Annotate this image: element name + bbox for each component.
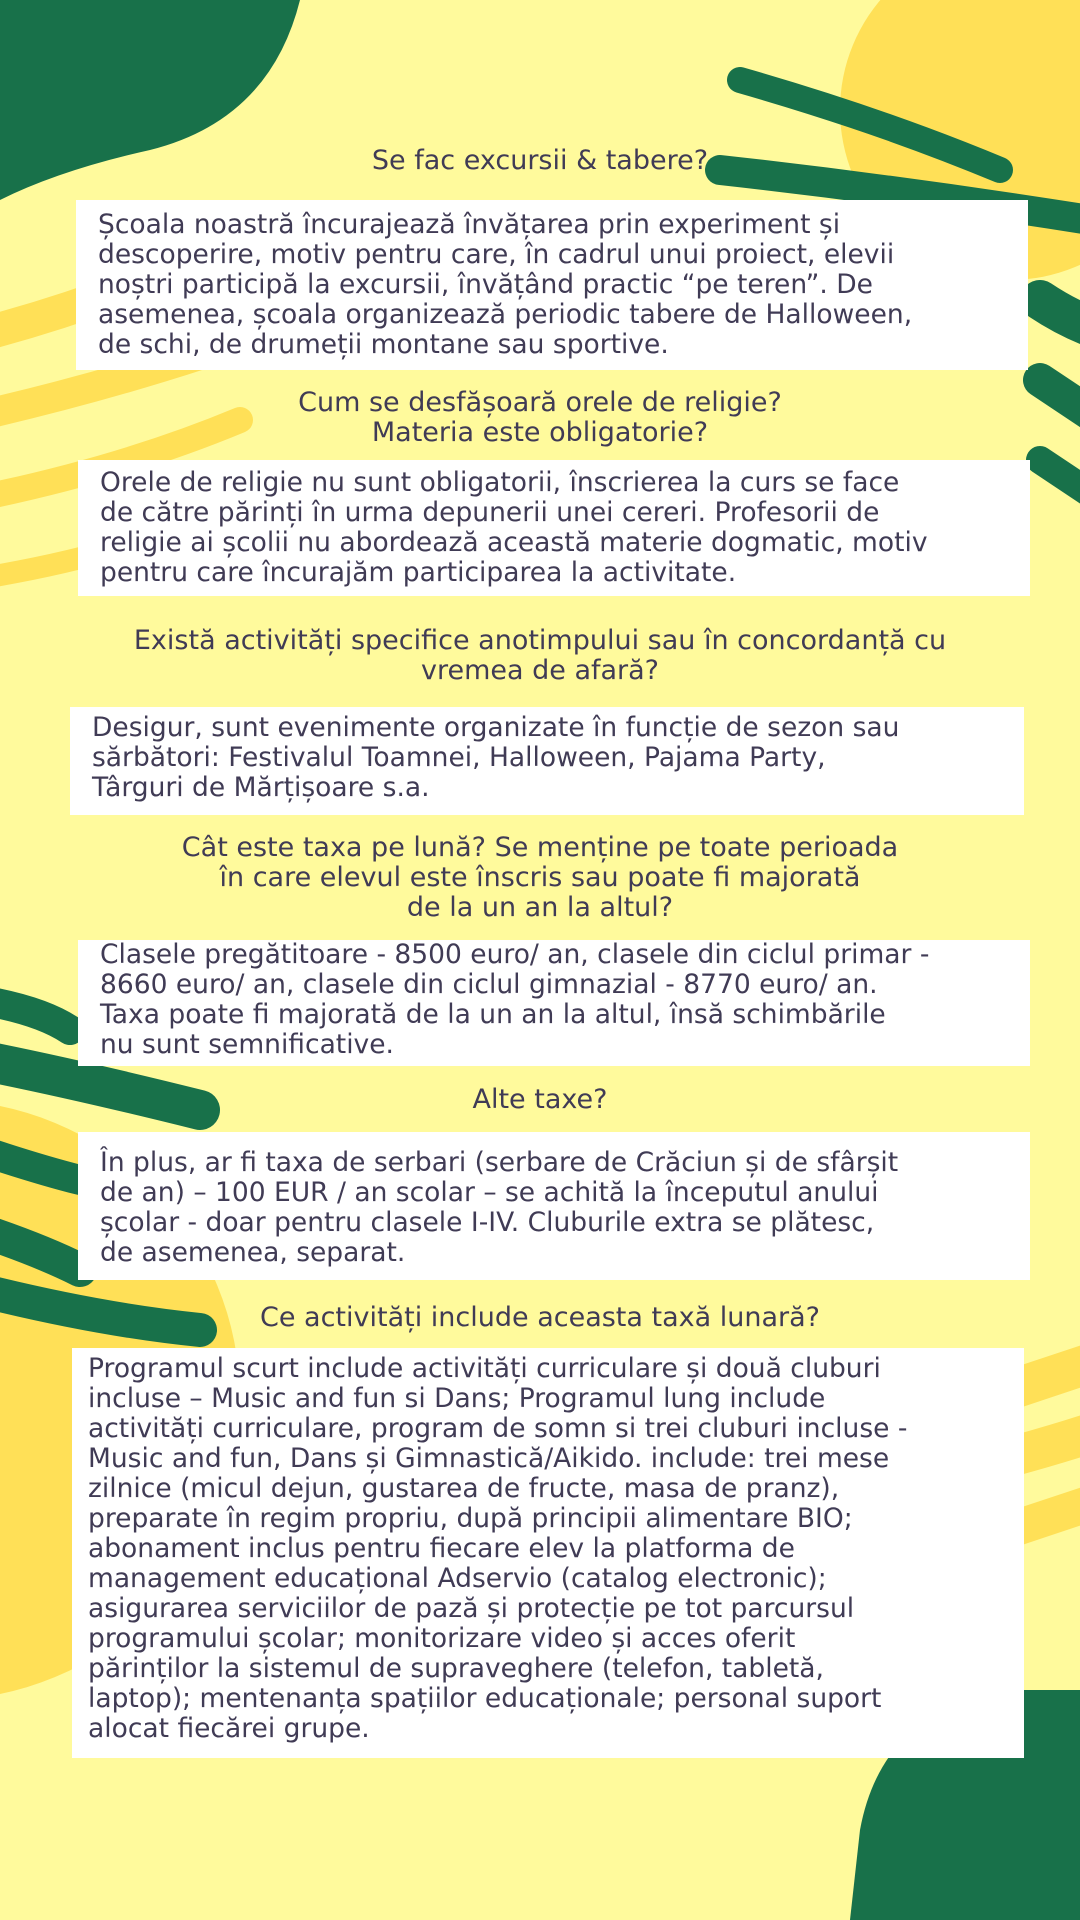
faq-question-monthly-fee: Cât este taxa pe lună? Se menține pe toate perioada în care elevul este înscris sau poate fi majorată de la un an la altul?: [181, 832, 899, 923]
faq-question-seasonal: Există activități specifice anotimpului sau în concordanță cu vremea de afară?: [133, 625, 947, 686]
faq-question-religion: Cum se desfășoară orele de religie? Materia este obligatorie?: [298, 387, 782, 448]
faq-answer-other-fees: În plus, ar fi taxa de serbari (serbare de Crăciun și de sfârșit de an) – 100 EUR / an scolar – se achită la începutul anului școlar - doar pentru clasele I-IV. Cluburile extra se plătesc, de asemenea, separat.: [78, 1132, 1030, 1280]
faq-answer-excursions: Școala noastră încurajează învățarea prin experiment și descoperire, motiv pentru care, în cadrul unui proiect, elevii noștri participă la excursii, învățând practic “pe teren”. De asemenea, școala organizează periodic tabere de Halloween, de schi, de drumeții montane sau sportive.: [76, 200, 1028, 370]
faq-answer-religion: Orele de religie nu sunt obligatorii, înscrierea la curs se face de către părinți în urma depunerii unei cereri. Profesorii de religie ai școlii nu abordează această materie dogmatic, motiv pentru care încurajăm participarea la activitate.: [78, 460, 1030, 596]
faq-answer-seasonal: Desigur, sunt evenimente organizate în funcție de sezon sau sărbători: Festivalul Toamnei, Halloween, Pajama Party, Târguri de Mărțișoare s.a.: [70, 707, 1024, 815]
faq-answer-monthly-fee: Clasele pregătitoare - 8500 euro/ an, clasele din ciclul primar - 8660 euro/ an, clasele din ciclul gimnazial - 8770 euro/ an. Taxa poate fi majorată de la un an la altul, însă schimbările nu sunt semnificative.: [78, 940, 1030, 1066]
faq-question-included-activities: Ce activități include aceasta taxă lunară?: [259, 1302, 821, 1333]
faq-question-other-fees: Alte taxe?: [472, 1084, 608, 1115]
faq-answer-included-activities: Programul scurt include activități curriculare și două cluburi incluse – Music and fun si Dans; Programul lung include activități curriculare, program de somn si trei cluburi incluse - Music and fun, Dans și Gimnastică/Aikido. include: trei mese zilnice (micul dejun, gustarea de fructe, masa de pranz), preparate în regim propriu, după principii alimentare BIO; abonament inclus pentru fiecare elev la platforma de management educațional Adservio (catalog electronic); asigurarea serviciilor de pază și protecție pe tot parcursul programului școlar; monitorizare video și acces oferit părinților la sistemul de supraveghere (telefon, tabletă, laptop); mentenanța spațiilor educaționale; personal suport alocat fiecărei grupe.: [72, 1348, 1024, 1758]
faq-question-excursions: Se fac excursii & tabere?: [371, 145, 709, 176]
